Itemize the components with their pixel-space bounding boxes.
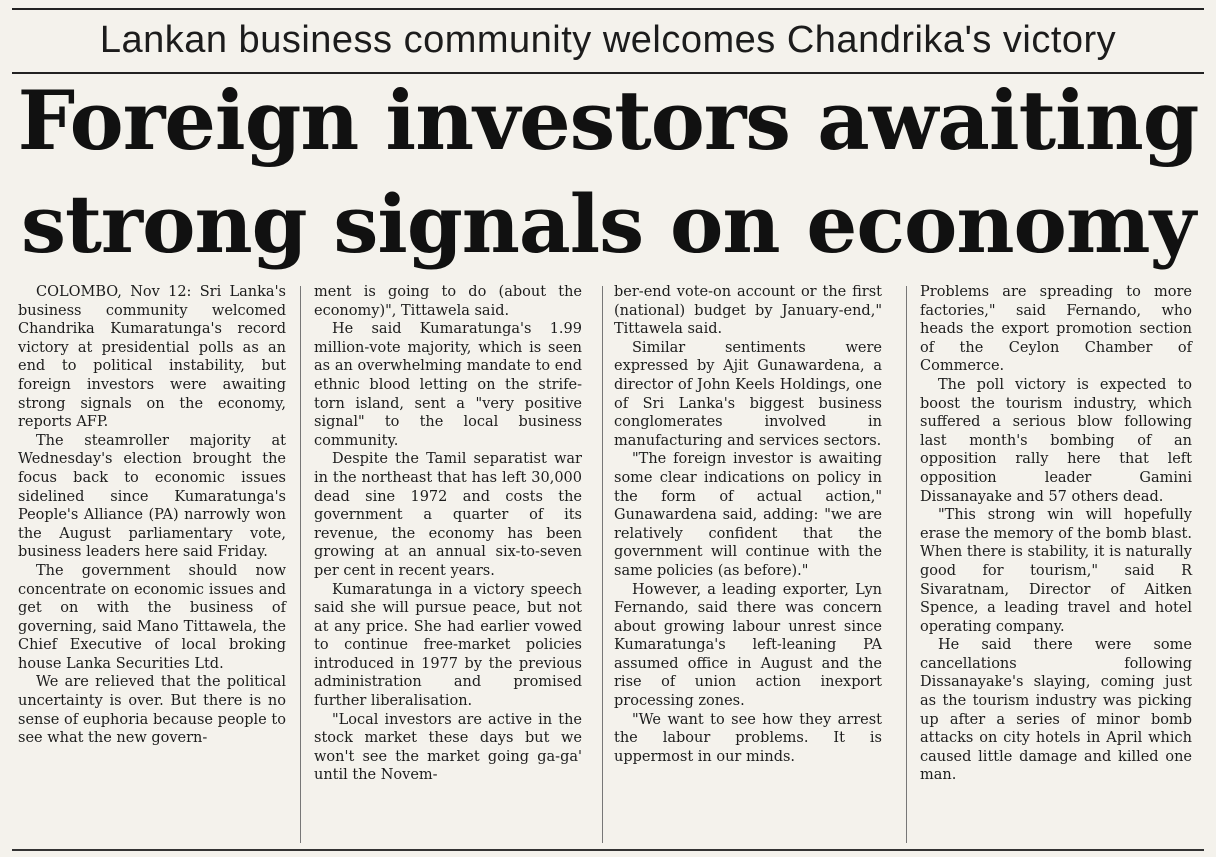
paragraph: "We want to see how they arrest the labour problems. It is uppermost in our minds.: [614, 711, 882, 765]
paragraph: "The foreign investor is awaiting some clear indications on policy in the form of actual action," Gunawardena said, adding: "we are relatively confident that the government will continue with the same policies (as before).": [614, 451, 882, 579]
column-divider: [602, 286, 603, 843]
article-column-2: [314, 283, 582, 785]
paragraph: "This strong win will hopefully erase the memory of the bomb blast. When there is stability, it is naturally good for tourism," said R Sivaratnam, Director of Aitken Spence, a leading travel and hotel operating company.: [920, 507, 1192, 635]
article-column-3: [614, 283, 882, 766]
article-column-4: [920, 283, 1192, 785]
bottom-rule: [12, 849, 1204, 851]
paragraph: He said there were some cancellations following Dissanayake's slaying, coming just as the tourism industry was picking up after a series of minor bomb attacks on city hotels in April which caused little damage and killed one man.: [920, 637, 1192, 784]
paragraph: Kumaratunga in a victory speech said she will pursue peace, but not at any price. She had earlier vowed to continue free-market policies introduced in 1977 by the previous administration and promised further liberalisation.: [314, 581, 582, 710]
kicker-headline: Lankan business community welcomes Chandrika's victory: [99, 19, 1117, 61]
paragraph: The steamroller majority at Wednesday's election brought the focus back to economic issues sidelined since Kumaratunga's People's Alliance (PA) narrowly won the August parliamentary vote, business leaders here said Friday.: [18, 432, 286, 561]
paragraph: COLOMBO, Nov 12: Sri Lanka's business community welcomed Chandrika Kumaratunga's record victory at presidential polls as an end to political instability, but foreign investors were awaiting strong signals on the economy, reports AFP.: [18, 284, 286, 431]
column-divider: [300, 286, 301, 843]
paragraph: He said Kumaratunga's 1.99 million-vote majority, which is seen as an overwhelming mandate to end ethnic blood letting on the strife-torn island, sent a "very positive signal" to the local business community.: [314, 321, 582, 449]
main-headline-line-1: Foreign investors awaiting: [17, 74, 1199, 169]
paragraph: ment is going to do (about the economy)", Tittawela said.: [314, 284, 582, 319]
paragraph: We are relieved that the political uncertainty is over. But there is no sense of euphoria because people to see what the new govern-: [18, 674, 286, 747]
paragraph: Despite the Tamil separatist war in the northeast that has left 30,000 dead sine 1972 and costs the government a quarter of its revenue, the economy has been growing at an annual six-to-seven per cent in recent years.: [314, 451, 582, 579]
paragraph: ber-end vote-on account or the first (national) budget by January-end," Tittawela said.: [614, 284, 882, 338]
paragraph: "Local investors are active in the stock market these days but we won't see the market going ga-ga' until the Novem-: [314, 711, 582, 784]
paragraph: Problems are spreading to more factories," said Fernando, who heads the export promotion section of the Ceylon Chamber of Commerce.: [920, 284, 1192, 375]
paragraph: The poll victory is expected to boost the tourism industry, which suffered a serious blow following last month's bombing of an opposition rally here that left opposition leader Gamini Dissanayake and 57 others dead.: [920, 376, 1192, 505]
paragraph: The government should now concentrate on economic issues and get on with the business of governing, said Mano Tittawela, the Chief Executive of local broking house Lanka Securities Ltd.: [18, 562, 286, 672]
column-divider: [906, 286, 907, 843]
article-column-1: [18, 283, 286, 748]
paragraph: Similar sentiments were expressed by Ajit Gunawardena, a director of John Keels Holdings, one of Sri Lanka's biggest business conglomerates involved in manufacturing and services sectors.: [614, 339, 882, 449]
top-rule: [12, 8, 1204, 10]
main-headline-line-2: strong signals on economy: [20, 177, 1196, 271]
paragraph: However, a leading exporter, Lyn Fernando, said there was concern about growing labour unrest since Kumaratunga's left-leaning PA assumed office in August and the rise of union action inexport processing zones.: [614, 581, 882, 710]
